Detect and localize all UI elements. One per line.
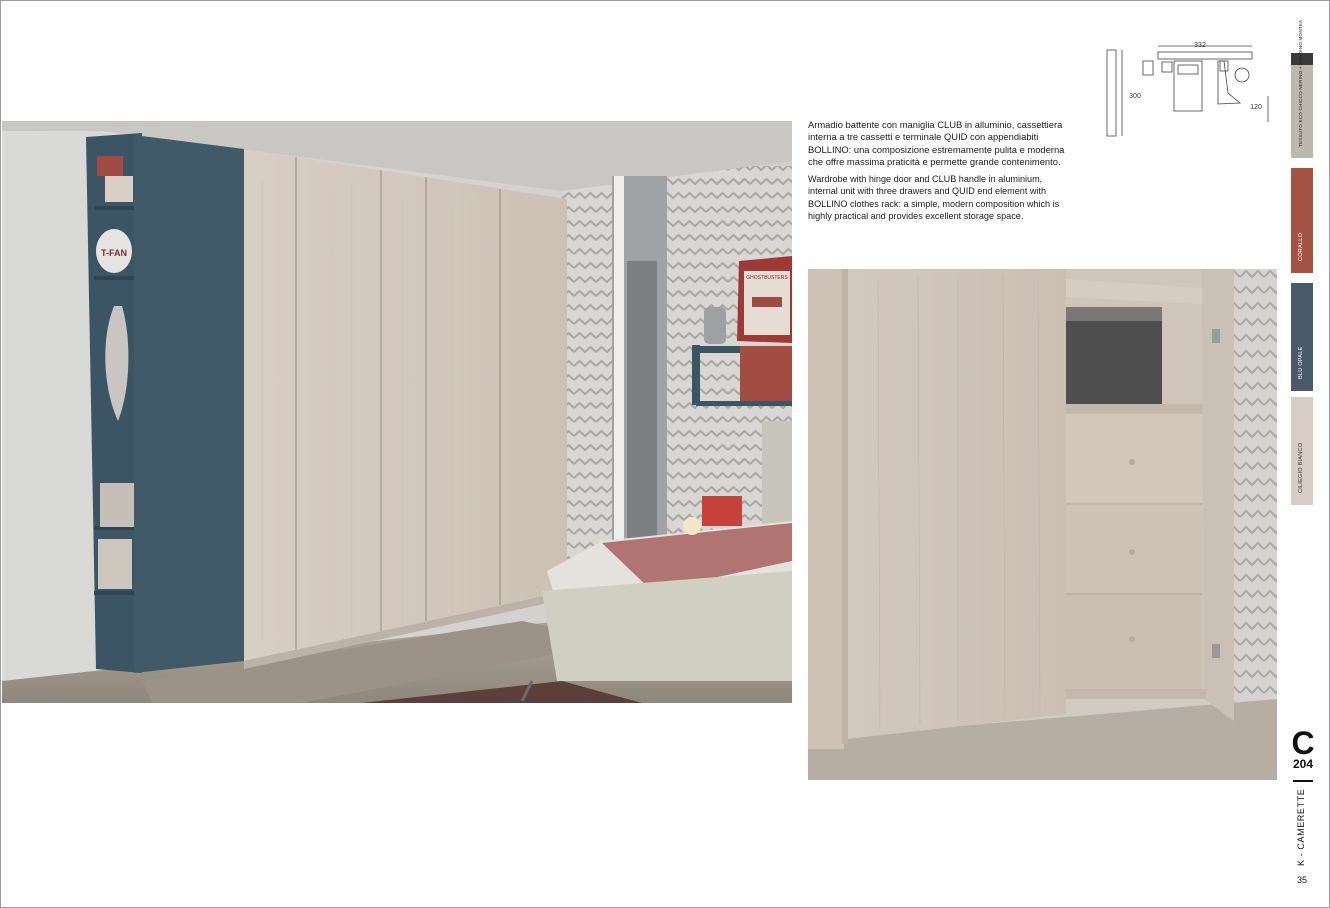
drawer-middle <box>1066 504 1202 594</box>
swatch-corallo-label: CORALLO <box>1298 232 1304 261</box>
plan-depth-label: 120 <box>1250 104 1262 111</box>
swatch-fabric <box>1291 19 1313 158</box>
storage-box <box>1066 307 1162 407</box>
swatch-corallo <box>1291 168 1313 273</box>
pillow-print-text: T-FAN <box>101 248 127 258</box>
wardrobe-detail-photo <box>808 269 1277 780</box>
swatch-blu-opale <box>1291 283 1313 391</box>
page-number: 35 <box>1296 875 1307 885</box>
description-italian: Armadio battente con maniglia CLUB in alluminio, cassettiera interna a tre cassetti e terminale QUID con appendiabiti BOLLINO: una composizione estremamente pulita e moderna che offre massima praticità e permette grande contenimento. <box>808 119 1065 167</box>
plan-width-label: 332 <box>1194 42 1206 49</box>
section-letter: C <box>1291 725 1315 761</box>
wardrobe-doors <box>244 149 567 661</box>
floor-plan-drawing <box>1100 38 1280 143</box>
section-divider <box>1293 780 1313 782</box>
swatch-fabric-label: TESSUTO ECO CHICCO NERINO + BORDINO MONTEA <box>1298 19 1303 147</box>
section-number: 204 <box>1292 757 1314 771</box>
swatch-ciliegio-bianco <box>1291 397 1313 505</box>
drawer-top <box>1066 414 1202 504</box>
section-name: K - CAMERETTE <box>1296 788 1306 866</box>
plan-wall-unit <box>1158 52 1252 59</box>
description-english: Wardrobe with hinge door and CLUB handle in aluminium, internal unit with three drawers and QUID end element with BOLLINO clothes rack: a simple, modern composition which is highly practical and provides excellent storage space. <box>808 174 1060 222</box>
swatch-blu-opale-label: BLU OPALE <box>1298 346 1304 379</box>
bedroom-photo <box>2 121 792 703</box>
product-description <box>808 119 1068 227</box>
plan-wardrobe-side <box>1107 50 1116 136</box>
plan-height-label: 300 <box>1129 93 1141 100</box>
swatch-ciliegio-bianco-label: CILIEGIO BIANCO <box>1298 442 1304 493</box>
poster-title-text: GHOSTBUSTERS <box>746 275 788 281</box>
drawer-bottom <box>1066 594 1202 689</box>
sliding-door-panel <box>848 269 1066 739</box>
